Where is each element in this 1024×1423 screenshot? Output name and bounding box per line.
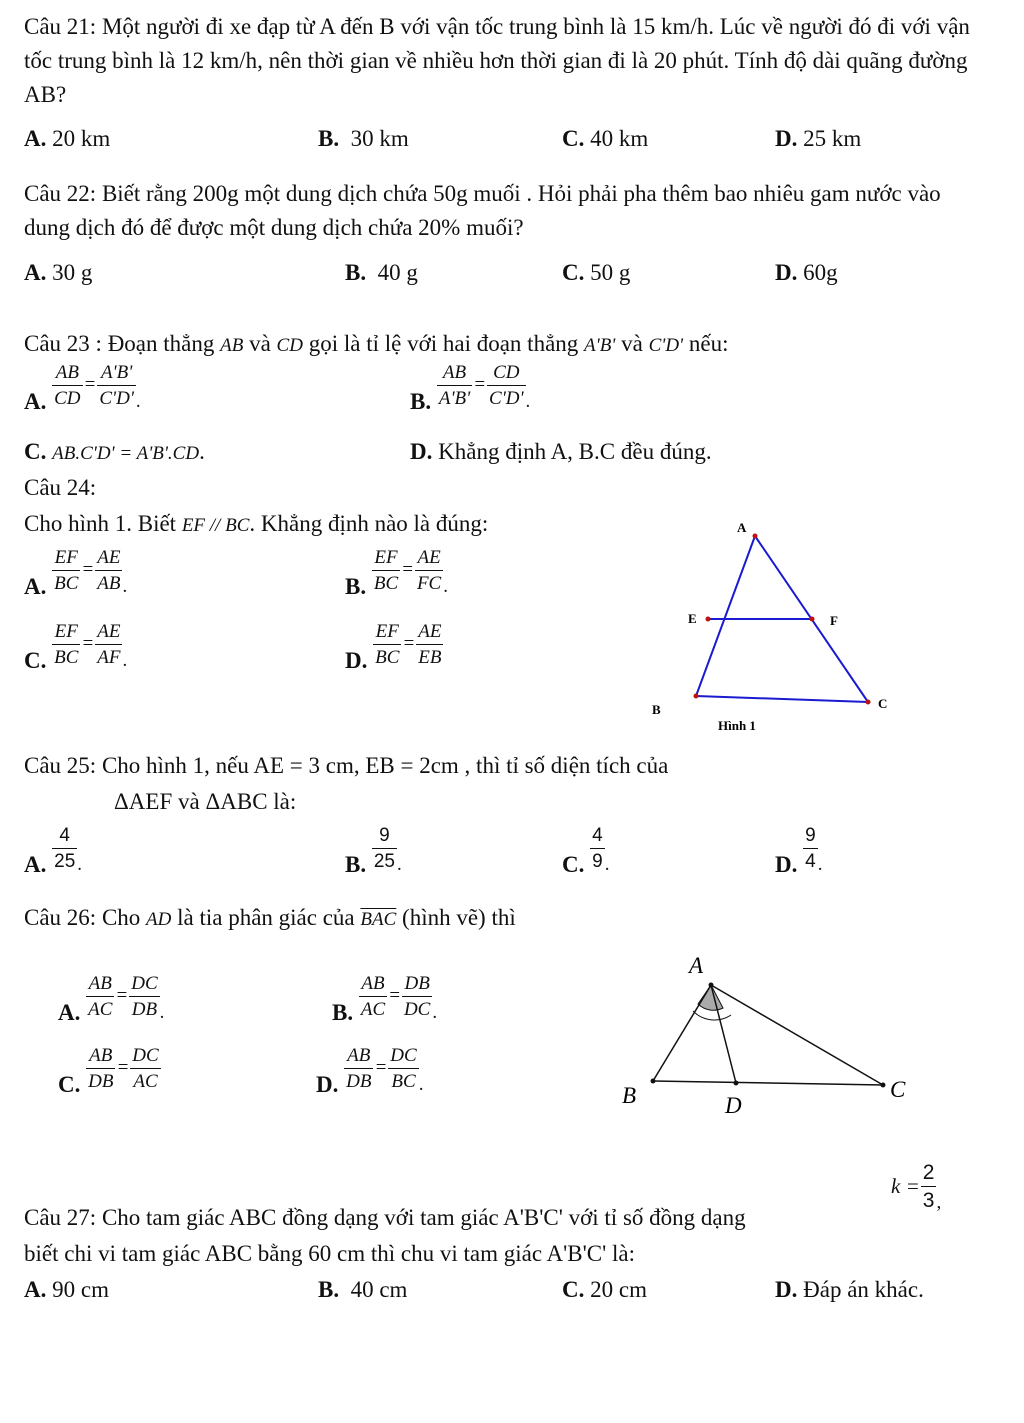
fraction xyxy=(86,974,114,1019)
numerator: EF xyxy=(52,622,80,645)
q21-option-c[interactable] xyxy=(562,125,648,153)
q25-option-a[interactable] xyxy=(24,826,82,878)
numerator: 4 xyxy=(590,826,605,849)
angle-arc xyxy=(693,1011,731,1020)
denominator: 4 xyxy=(805,851,816,872)
fraction xyxy=(388,1046,418,1091)
fraction xyxy=(590,826,605,871)
q26-text-part: Câu 26: Cho xyxy=(24,905,147,930)
q27-option-c[interactable] xyxy=(562,1276,647,1304)
fraction xyxy=(487,363,526,408)
segment-ab xyxy=(696,536,755,696)
fraction xyxy=(402,974,432,1019)
denominator: C'D' xyxy=(489,388,524,409)
q26-text-part: (hình vẽ) thì xyxy=(396,905,516,930)
q25-option-b[interactable] xyxy=(345,826,402,878)
period: . xyxy=(122,575,128,597)
numerator: AB xyxy=(86,974,114,997)
option-label: D. xyxy=(345,647,368,673)
numerator: CD xyxy=(487,363,526,386)
point-d xyxy=(734,1081,739,1086)
label-d: D xyxy=(725,1093,742,1118)
label-a: A xyxy=(689,953,704,978)
fraction xyxy=(130,1046,160,1091)
period: . xyxy=(135,390,141,412)
segment-ad xyxy=(711,985,736,1083)
denominator: CD xyxy=(54,388,81,409)
fraction xyxy=(373,622,401,667)
option-value: 20 km xyxy=(52,126,111,151)
option-label: C. xyxy=(562,1277,585,1302)
fraction xyxy=(86,1046,115,1091)
q23-text-part: và xyxy=(243,331,277,356)
numerator: DC xyxy=(388,1046,418,1069)
period: . xyxy=(396,853,402,875)
option-label: C. xyxy=(562,126,585,151)
denominator: AB xyxy=(97,573,121,594)
option-label: D. xyxy=(410,439,433,464)
fraction xyxy=(416,622,443,667)
q22-text: Câu 22: Biết rằng 200g một dung dịch chứa 50g muối . Hỏi phải pha thêm bao nhiêu gam nước vào dung dịch đó để được một dung dịch chứa 20% muối? xyxy=(24,181,941,240)
q22-option-a[interactable] xyxy=(24,259,92,287)
option-value: 40 cm xyxy=(350,1277,408,1302)
denominator: EB xyxy=(418,647,442,668)
option-label: C. xyxy=(24,439,47,464)
fraction xyxy=(344,1046,373,1091)
denominator: BC xyxy=(391,1071,416,1092)
q24-option-d[interactable] xyxy=(345,622,443,674)
period: . xyxy=(159,1001,165,1023)
q23-text-part: và xyxy=(615,331,649,356)
option-label: A. xyxy=(24,260,47,285)
option-label: B. xyxy=(345,851,367,877)
numerator: 4 xyxy=(52,826,77,849)
equals-sign: = xyxy=(473,374,487,396)
q23-option-d[interactable] xyxy=(410,438,712,466)
numerator: AE xyxy=(415,548,443,571)
numerator: EF xyxy=(372,548,400,571)
equals-sign: = xyxy=(81,559,95,581)
fraction xyxy=(415,548,443,593)
q23-segment-c1d1: C'D' xyxy=(648,335,684,356)
q27-text-line2: biết chi vi tam giác ABC bằng 60 cm thì chu vi tam giác A'B'C' là: xyxy=(24,1241,635,1266)
equals-sign: = xyxy=(83,374,97,396)
numerator: 9 xyxy=(372,826,397,849)
q23-text xyxy=(24,330,728,358)
q23-option-a[interactable] xyxy=(24,363,141,415)
denominator: BC xyxy=(375,647,400,668)
denominator: DB xyxy=(346,1071,372,1092)
point-b xyxy=(694,694,699,699)
q21-option-d[interactable] xyxy=(775,125,861,153)
option-label: C. xyxy=(562,260,585,285)
q24-text-part: . Khẳng định nào là đúng: xyxy=(249,511,489,536)
q23-segment-ab: AB xyxy=(220,335,244,356)
option-value: 40 km xyxy=(590,126,649,151)
numerator: DB xyxy=(402,974,432,997)
q26-angle-bac: $\overline{BAC}$ xyxy=(360,909,397,930)
q24-text xyxy=(24,510,488,538)
label-c: C xyxy=(890,1077,906,1102)
figure-1 xyxy=(640,512,900,742)
option-label: B. xyxy=(345,260,367,285)
option-value: 40 g xyxy=(377,260,418,285)
period: . xyxy=(817,853,823,875)
q24-text-part: Cho hình 1. Biết xyxy=(24,511,182,536)
denominator: AC xyxy=(133,1071,158,1092)
point-e xyxy=(706,617,711,622)
option-label: D. xyxy=(775,126,798,151)
segment-bc xyxy=(696,696,868,702)
denominator: BC xyxy=(54,573,79,594)
equals-sign: = xyxy=(401,559,414,581)
q22-option-d[interactable] xyxy=(775,259,838,287)
numerator: AB xyxy=(52,363,82,386)
q23-text-part: Câu 23 : Đoạn thẳng xyxy=(24,331,221,356)
denominator: BC xyxy=(373,573,399,594)
q23-text-part: nếu: xyxy=(683,331,729,356)
q23-segment-cd: CD xyxy=(276,335,303,356)
option-label: D. xyxy=(775,260,798,285)
q26-text-part: là tia phân giác của xyxy=(171,905,361,930)
q21-option-b[interactable] xyxy=(318,125,409,153)
fraction xyxy=(359,974,387,1019)
q27-text-line1: Câu 27: Cho tam giác ABC đồng dạng với tam giác A'B'C' với tỉ số đồng dạng xyxy=(24,1205,746,1230)
denominator: DB xyxy=(88,1071,114,1092)
equals-sign: = xyxy=(115,985,129,1007)
q24-option-c[interactable] xyxy=(24,622,127,674)
option-label: A. xyxy=(24,1277,47,1302)
numerator: DC xyxy=(129,974,159,997)
q24-condition: EF // BC xyxy=(181,515,250,536)
numerator: 9 xyxy=(803,826,818,849)
q27-option-a[interactable] xyxy=(24,1276,109,1304)
denominator: 25 xyxy=(373,851,395,872)
numerator: DC xyxy=(130,1046,160,1069)
option-label: D. xyxy=(775,851,798,877)
denominator: A'B' xyxy=(438,388,471,409)
q23-option-b[interactable] xyxy=(410,363,530,415)
option-label: C. xyxy=(24,647,47,673)
numerator: AB xyxy=(437,363,472,386)
fraction xyxy=(52,622,80,667)
option-value: AB.C'D' = A'B'.CD xyxy=(52,443,200,464)
q27-ratio xyxy=(890,1162,941,1215)
equals-sign: = xyxy=(388,985,401,1007)
label-b: B xyxy=(622,1083,637,1108)
period: . xyxy=(604,853,610,875)
q24-option-b[interactable] xyxy=(345,548,448,600)
option-label: A. xyxy=(24,851,47,877)
q25-text-line1: Câu 25: Cho hình 1, nếu AE = 3 cm, EB = 2cm , thì tỉ số diện tích của xyxy=(24,753,669,778)
q25-option-d[interactable] xyxy=(775,826,822,878)
q23-text-part: gọi là tỉ lệ với hai đoạn thẳng xyxy=(302,331,585,356)
option-label: D. xyxy=(775,1277,798,1302)
q23-segment-a1b1: A'B' xyxy=(584,335,616,356)
numerator: A'B' xyxy=(97,363,136,386)
denominator: AC xyxy=(360,999,386,1020)
fraction xyxy=(97,363,136,408)
numerator: AB xyxy=(359,974,387,997)
point-c xyxy=(866,700,871,705)
fraction xyxy=(52,548,80,593)
q26-option-d[interactable] xyxy=(316,1046,423,1098)
label-e: E xyxy=(688,611,697,626)
option-value: 25 km xyxy=(803,126,862,151)
figure-bisector xyxy=(600,945,930,1130)
option-label: A. xyxy=(24,573,47,599)
q22-option-b[interactable] xyxy=(345,259,418,287)
q21-text: Câu 21: Một người đi xe đạp từ A đến B với vận tốc trung bình là 15 km/h. Lúc về người đó đi với vận tốc trung bình là 12 km/h, nên thời gian về nhiều hơn thời gian đi là 20 phút. Tính độ dài quãng đường AB? xyxy=(24,14,970,107)
option-value: Khẳng định A, B.C đều đúng. xyxy=(438,439,712,464)
q21-option-a[interactable] xyxy=(24,125,110,153)
period: . xyxy=(122,649,128,671)
option-value: 90 cm xyxy=(52,1277,109,1302)
denominator: DC xyxy=(403,999,431,1020)
option-value: 30 km xyxy=(350,126,409,151)
q26-option-c[interactable] xyxy=(58,1046,161,1098)
option-label: B. xyxy=(318,1277,340,1302)
denominator: AF xyxy=(97,647,121,668)
q26-option-a[interactable] xyxy=(58,974,164,1026)
numerator: AE xyxy=(95,622,122,645)
denominator: 9 xyxy=(592,851,603,872)
period: . xyxy=(77,853,83,875)
q23-option-c[interactable]: C. AB.C'D' = A'B'.CD. xyxy=(24,439,205,464)
denominator: C'D' xyxy=(99,388,134,409)
angle-mark xyxy=(698,985,723,1010)
option-value: 60g xyxy=(803,260,838,285)
q26-text xyxy=(24,904,516,932)
option-label: B. xyxy=(332,999,354,1025)
period: . xyxy=(432,1001,438,1023)
segment-ac xyxy=(711,985,883,1085)
option-label: B. xyxy=(345,573,367,599)
denominator: 3 xyxy=(922,1189,935,1212)
ratio-k: k = xyxy=(891,1173,920,1198)
denominator: 25 xyxy=(54,851,76,872)
fraction xyxy=(129,974,159,1019)
fraction xyxy=(52,363,82,408)
q24-option-a[interactable] xyxy=(24,548,127,600)
denominator: BC xyxy=(54,647,79,668)
point-a xyxy=(753,534,758,539)
point-b xyxy=(651,1079,656,1084)
period: . xyxy=(443,575,448,597)
option-label: A. xyxy=(24,388,47,414)
option-value: 30 g xyxy=(52,260,93,285)
option-value: 20 cm xyxy=(590,1277,647,1302)
fraction xyxy=(52,826,77,871)
q26-ray-ad: AD xyxy=(146,909,172,930)
label-a: A xyxy=(737,520,747,535)
option-label: B. xyxy=(318,126,340,151)
q25-text-line2: ΔAEF và ΔABC là: xyxy=(114,789,297,814)
label-f: F xyxy=(830,613,838,628)
period: . xyxy=(525,390,531,412)
q27-option-b[interactable] xyxy=(318,1276,407,1304)
option-label: A. xyxy=(24,126,47,151)
segment-ab xyxy=(653,985,711,1081)
option-label: C. xyxy=(562,851,585,877)
numerator: AB xyxy=(86,1046,115,1069)
fraction xyxy=(803,826,818,871)
fraction xyxy=(95,622,122,667)
q27-option-d[interactable] xyxy=(775,1276,924,1304)
fraction xyxy=(372,826,397,871)
label-c: C xyxy=(878,696,888,711)
q26-option-b[interactable] xyxy=(332,974,437,1026)
segment-bc xyxy=(653,1081,883,1085)
option-label: A. xyxy=(58,999,81,1025)
equals-sign: = xyxy=(81,633,95,655)
denominator: DB xyxy=(131,999,158,1020)
numerator: AE xyxy=(95,548,122,571)
option-value: Đáp án khác. xyxy=(803,1277,924,1302)
numerator: 2 xyxy=(921,1162,937,1187)
point-c xyxy=(881,1083,886,1088)
figure-caption: Hình 1 xyxy=(718,718,756,733)
option-label: C. xyxy=(58,1071,81,1097)
fraction xyxy=(95,548,122,593)
numerator: AE xyxy=(416,622,443,645)
period: . xyxy=(418,1073,424,1095)
comma: , xyxy=(936,1191,942,1213)
point-a xyxy=(709,983,714,988)
option-label: B. xyxy=(410,388,432,414)
q25-option-c[interactable] xyxy=(562,826,609,878)
fraction xyxy=(372,548,400,593)
numerator: EF xyxy=(52,548,80,571)
q24-title: Câu 24: xyxy=(24,475,97,500)
option-label: D. xyxy=(316,1071,339,1097)
fraction xyxy=(921,1162,937,1211)
denominator: FC xyxy=(416,573,442,594)
denominator: AC xyxy=(88,999,113,1020)
numerator: AB xyxy=(344,1046,373,1069)
q22-option-c[interactable] xyxy=(562,259,630,287)
equals-sign: = xyxy=(374,1057,388,1079)
label-b: B xyxy=(652,702,661,717)
fraction xyxy=(437,363,472,408)
numerator: EF xyxy=(373,622,401,645)
equals-sign: = xyxy=(402,633,416,655)
equals-sign: = xyxy=(116,1057,130,1079)
point-f xyxy=(810,617,815,622)
option-value: 50 g xyxy=(590,260,631,285)
